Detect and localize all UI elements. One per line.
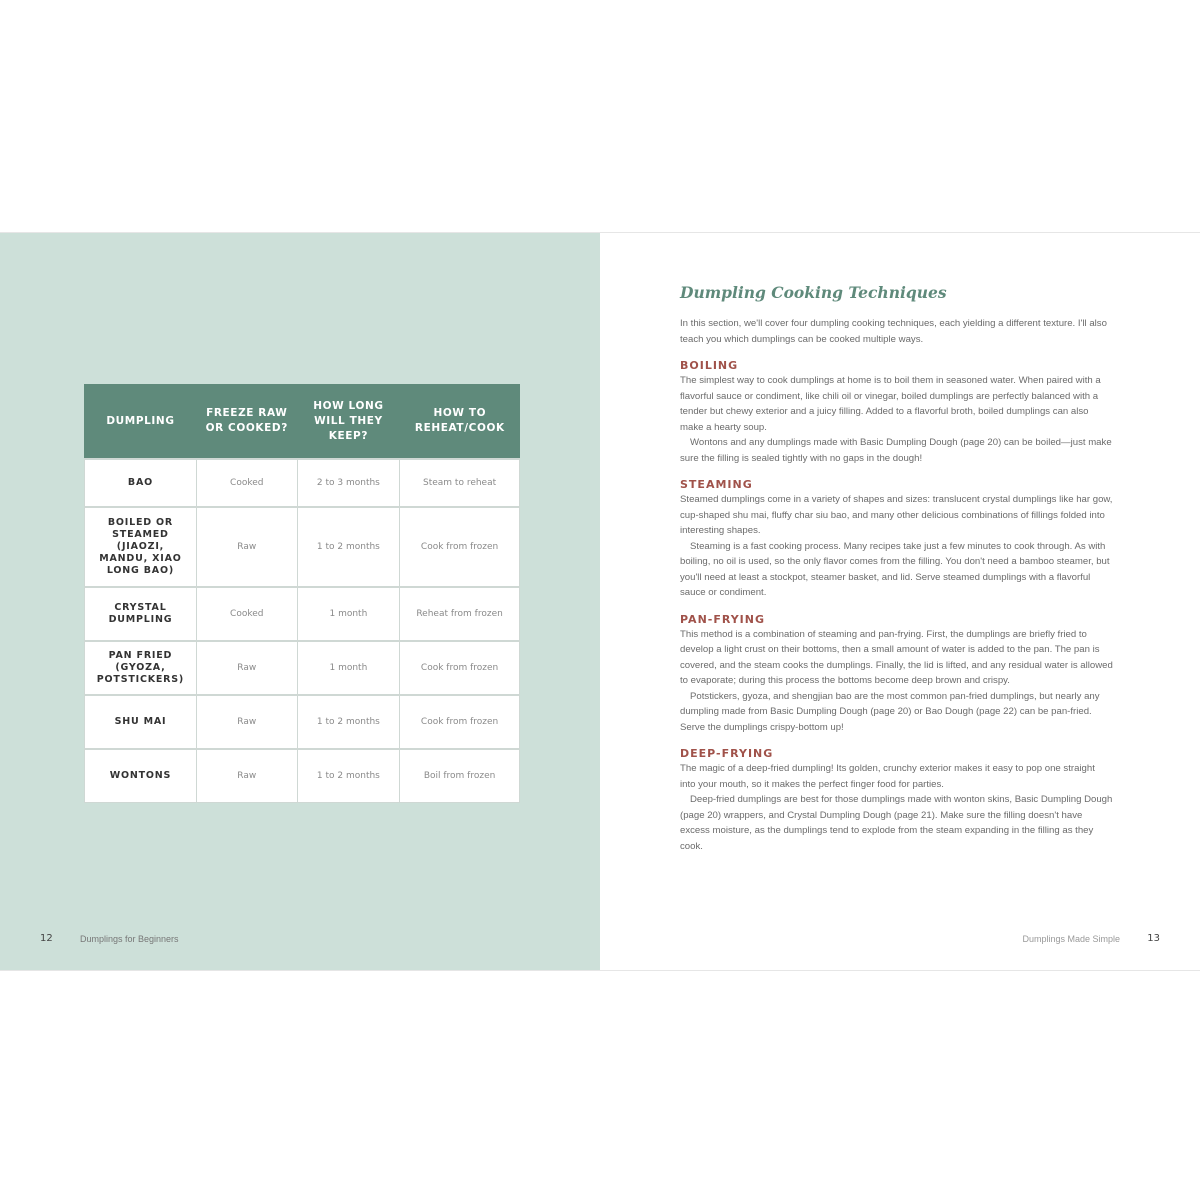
paragraph: Potstickers, gyoza, and shengjian bao are the most common pan-fried dumplings, but nearly any dumpling made from Basic Dumpling Dough (page 20) or Bao Dough (page 22) can be pan-fried. Serve the dumplings crispy-bottom up! [680, 690, 1100, 733]
freezing-chart [84, 384, 520, 803]
article [680, 283, 1113, 854]
cell-reheat: Reheat from frozen [400, 587, 520, 641]
running-head-right: Dumplings Made Simple [1022, 934, 1120, 944]
cell-freeze: Raw [196, 507, 297, 587]
table-row [85, 695, 520, 749]
cell-keep: 1 month [297, 587, 400, 641]
cell-reheat: Steam to reheat [400, 459, 520, 507]
table-row [85, 749, 520, 803]
section-heading-deep-frying: DEEP-FRYING [680, 747, 774, 760]
left-page [0, 233, 600, 970]
paragraph: Steamed dumplings come in a variety of shapes and sizes: translucent crystal dumplings like har gow, cup-shaped shu mai, fluffy char siu bao, and many other delicious combinations of fillings folded into interesting shapes. [680, 494, 1113, 536]
paragraph: Steaming is a fast cooking process. Many recipes take just a few minutes to cook through. As with boiling, no oil is used, so the only flavor comes from the filling. You don't need a bamboo steamer, but you'll need at least a stockpot, steamer basket, and lid. Serve steamed dumplings with a flavorful sauce or condiment. [680, 540, 1110, 598]
cell-reheat: Cook from frozen [400, 695, 520, 749]
cell-keep: 2 to 3 months [297, 459, 400, 507]
cell-freeze: Raw [196, 695, 297, 749]
cell-dumpling: SHU MAI [85, 695, 197, 749]
cell-keep: 1 month [297, 641, 400, 695]
section-heading-boiling: BOILING [680, 359, 739, 372]
cell-dumpling: PAN FRIED (GYOZA, POTSTICKERS) [85, 641, 197, 695]
header-keep: HOW LONG WILL THEY KEEP? [297, 384, 400, 459]
section-heading-steaming: STEAMING [680, 478, 753, 491]
cell-reheat: Boil from frozen [400, 749, 520, 803]
intro-paragraph: In this section, we'll cover four dumpling cooking techniques, each yielding a different texture. I'll also teach you which dumplings can be cooked multiple ways. [680, 318, 1107, 345]
book-spread [0, 232, 1200, 971]
header-dumpling: DUMPLING [85, 384, 197, 459]
cell-freeze: Raw [196, 641, 297, 695]
cell-keep: 1 to 2 months [297, 507, 400, 587]
cell-keep: 1 to 2 months [297, 695, 400, 749]
paragraph: Deep-fried dumplings are best for those dumplings made with wonton skins, Basic Dumpling Dough (page 20) wrappers, and Crystal Dumpling Dough (page 21). Make sure the filling doesn't have excess moisture, as the dumplings tend to explode from the steam expanding in the filling as they cook. [680, 794, 1113, 852]
cell-freeze: Raw [196, 749, 297, 803]
page-number-right: 13 [1147, 933, 1160, 944]
page-number-left: 12 [40, 933, 53, 944]
table-row [85, 641, 520, 695]
paragraph: The simplest way to cook dumplings at home is to boil them in seasoned water. When paired with a flavorful sauce or condiment, like chili oil or vinegar, boiled dumplings are perfectly balanced with a tender but chewy exterior and a juicy filling. Added to a flavorful broth, boiled dumplings can also make a hearty soup. [680, 375, 1101, 433]
cell-dumpling: CRYSTAL DUMPLING [85, 587, 197, 641]
right-page [600, 233, 1200, 970]
cell-reheat: Cook from frozen [400, 507, 520, 587]
cell-reheat: Cook from frozen [400, 641, 520, 695]
cell-dumpling: WONTONS [85, 749, 197, 803]
cell-keep: 1 to 2 months [297, 749, 400, 803]
table-row [85, 587, 520, 641]
table-header-row [85, 384, 520, 459]
paragraph: Wontons and any dumplings made with Basic Dumpling Dough (page 20) can be boiled—just make sure the filling is sealed tightly with no gaps in the dough! [680, 437, 1112, 464]
paragraph: This method is a combination of steaming and pan-frying. First, the dumplings are briefly fried to develop a light crust on their bottoms, then a small amount of water is added to the pan. The pan is covered, and the steam cooks the dumplings. Finally, the lid is lifted, and any residual water is allowed to evaporate; during this process the bottoms become deep brown and crispy. [680, 628, 1113, 686]
cell-dumpling: BAO [85, 459, 197, 507]
header-reheat: HOW TO REHEAT/COOK [400, 384, 520, 459]
cell-freeze: Cooked [196, 459, 297, 507]
table-row [85, 507, 520, 587]
running-head-left: Dumplings for Beginners [80, 934, 179, 944]
page-title: Dumpling Cooking Techniques [680, 283, 947, 302]
cell-dumpling: BOILED OR STEAMED (JIAOZI, MANDU, XIAO LONG BAO) [85, 507, 197, 587]
header-freeze: FREEZE RAW OR COOKED? [196, 384, 297, 459]
cell-freeze: Cooked [196, 587, 297, 641]
paragraph: The magic of a deep-fried dumpling! Its golden, crunchy exterior makes it easy to pop one straight into your mouth, so it makes the perfect finger food for parties. [680, 763, 1095, 790]
table-row [85, 459, 520, 507]
section-heading-pan-frying: PAN-FRYING [680, 612, 766, 626]
